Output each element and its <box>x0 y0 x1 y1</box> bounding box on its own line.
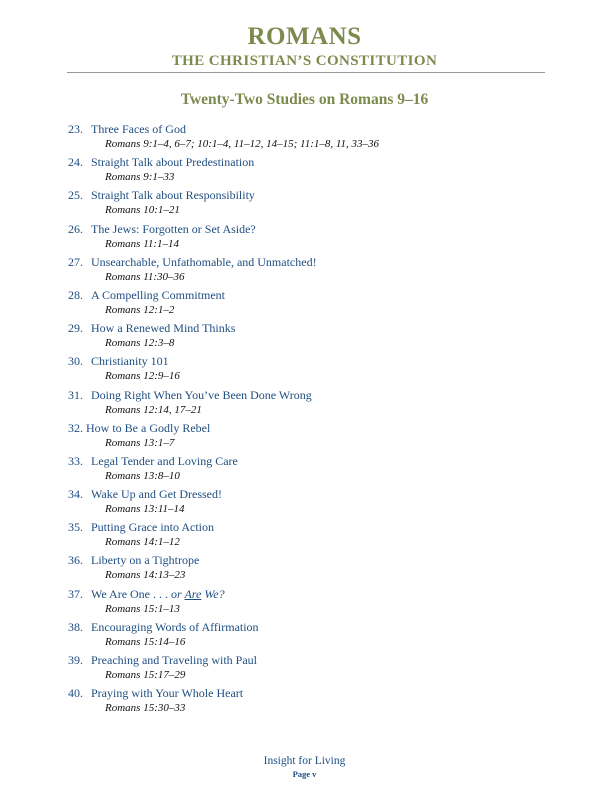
lesson-number: 31. <box>68 387 83 402</box>
toc-entry <box>68 255 548 288</box>
lesson-title: Liberty on a Tightrope <box>91 553 200 568</box>
page-subtitle: THE CHRISTIAN’S CONSTITUTION <box>171 53 438 69</box>
toc-entry <box>68 222 548 255</box>
toc-entry <box>68 122 548 155</box>
toc-entry <box>68 354 548 387</box>
lesson-number: 33. <box>68 453 83 468</box>
toc-entry-title-line[interactable] <box>68 653 548 668</box>
toc-entry-title-line[interactable] <box>68 587 548 602</box>
toc-entry-title-line[interactable] <box>68 454 548 469</box>
table-of-contents <box>68 122 548 719</box>
toc-entry <box>68 321 548 354</box>
toc-entry <box>68 421 548 454</box>
lesson-title: Putting Grace into Action <box>91 520 214 535</box>
lesson-scripture-ref: Romans 15:30–33 <box>105 702 186 715</box>
toc-entry <box>68 155 548 188</box>
section-heading: Twenty-Two Studies on Romans 9–16 <box>180 91 429 108</box>
footer-brand: Insight for Living <box>263 755 346 767</box>
lesson-number: 23. <box>68 122 83 136</box>
lesson-title-part: We Are One . . . <box>91 586 172 601</box>
lesson-scripture-ref: Romans 9:1–4, 6–7; 10:1–4, 11–12, 14–15; 11:1–8, 11, 33–36 <box>105 138 380 150</box>
lesson-scripture-ref: Romans 12:14, 17–21 <box>105 403 202 416</box>
lesson-scripture-ref: Romans 15:14–16 <box>105 635 186 648</box>
page-title: ROMANS <box>247 23 362 50</box>
lesson-number: 28. <box>68 287 83 302</box>
lesson-title-emphasis: Are <box>184 586 202 601</box>
lesson-scripture-ref: Romans 9:1–33 <box>105 171 175 184</box>
lesson-title <box>91 587 225 601</box>
lesson-number: 37. <box>68 586 83 601</box>
toc-entry <box>68 520 548 553</box>
lesson-title: Encouraging Words of Affirmation <box>91 619 259 634</box>
toc-entry-title-line[interactable] <box>68 155 548 170</box>
lesson-scripture-ref: Romans 15:17–29 <box>105 669 186 681</box>
toc-entry-title-line[interactable] <box>68 288 548 303</box>
toc-entry-title-line[interactable] <box>68 686 548 701</box>
toc-entry <box>68 686 548 719</box>
lesson-number: 36. <box>68 553 83 568</box>
toc-entry <box>68 288 548 321</box>
lesson-title: Straight Talk about Responsibility <box>91 188 255 203</box>
lesson-number: 27. <box>68 254 83 269</box>
lesson-scripture-ref: Romans 11:1–14 <box>105 237 180 250</box>
lesson-number: 39. <box>68 653 83 667</box>
toc-entry-title-line[interactable] <box>68 321 548 336</box>
lesson-number: 38. <box>68 619 83 634</box>
lesson-title: How to Be a Godly Rebel <box>86 420 211 435</box>
toc-entry <box>68 188 548 221</box>
lesson-title: Legal Tender and Loving Care <box>91 453 238 468</box>
lesson-number: 24. <box>68 155 83 170</box>
lesson-title: Preaching and Traveling with Paul <box>91 653 257 667</box>
header-divider <box>67 72 545 73</box>
toc-entry <box>68 487 548 520</box>
page-number: Page v <box>292 769 317 779</box>
toc-entry-title-line[interactable] <box>68 222 548 237</box>
lesson-title-italic: or <box>171 586 185 601</box>
lesson-scripture-ref: Romans 12:3–8 <box>105 337 175 350</box>
toc-entry-title-line[interactable] <box>68 620 548 635</box>
lesson-scripture-ref: Romans 14:1–12 <box>105 536 180 549</box>
lesson-title: Wake Up and Get Dressed! <box>91 487 222 502</box>
lesson-title: Doing Right When You’ve Been Done Wrong <box>91 387 312 402</box>
toc-entry <box>68 454 548 487</box>
lesson-scripture-ref: Romans 15:1–13 <box>105 602 180 615</box>
lesson-scripture-ref: Romans 13:11–14 <box>105 503 185 516</box>
lesson-title: Christianity 101 <box>91 354 169 369</box>
lesson-title: A Compelling Commitment <box>91 287 226 302</box>
toc-entry <box>68 653 548 686</box>
page-footer <box>0 754 609 780</box>
lesson-number: 35. <box>68 520 83 535</box>
toc-entry <box>68 620 548 653</box>
toc-entry <box>68 553 548 586</box>
toc-entry-title-line[interactable] <box>68 520 548 535</box>
lesson-title: Straight Talk about Predestination <box>91 155 255 170</box>
lesson-title: Praying with Your Whole Heart <box>91 686 244 701</box>
page-header <box>0 22 609 70</box>
lesson-title: The Jews: Forgotten or Set Aside? <box>91 221 256 236</box>
lesson-number: 34. <box>68 487 83 502</box>
toc-entry <box>68 587 548 620</box>
toc-entry-title-line[interactable] <box>68 487 548 502</box>
lesson-number: 29. <box>68 321 83 336</box>
lesson-scripture-ref: Romans 12:1–2 <box>105 303 175 316</box>
toc-entry <box>68 388 548 421</box>
toc-entry-title-line[interactable] <box>68 553 548 568</box>
lesson-scripture-ref: Romans 12:9–16 <box>105 370 180 383</box>
lesson-title: Unsearchable, Unfathomable, and Unmatched! <box>91 254 317 269</box>
lesson-number: 25. <box>68 188 83 203</box>
lesson-title: How a Renewed Mind Thinks <box>91 321 236 336</box>
lesson-number: 40. <box>68 686 83 701</box>
lesson-number: 26. <box>68 221 83 236</box>
lesson-number: 30. <box>68 354 83 369</box>
toc-entry-title-line[interactable] <box>68 421 548 436</box>
lesson-scripture-ref: Romans 14:13–23 <box>105 569 186 582</box>
toc-entry-title-line[interactable] <box>68 188 548 203</box>
lesson-title-italic: We? <box>201 586 225 601</box>
lesson-scripture-ref: Romans 11:30–36 <box>105 270 185 283</box>
toc-entry-title-line[interactable] <box>68 388 548 403</box>
lesson-scripture-ref: Romans 13:8–10 <box>105 469 180 482</box>
lesson-scripture-ref: Romans 10:1–21 <box>105 204 180 217</box>
lesson-number: 32. <box>68 420 83 435</box>
toc-entry-title-line[interactable] <box>68 122 548 137</box>
toc-entry-title-line[interactable] <box>68 255 548 270</box>
lesson-scripture-ref: Romans 13:1–7 <box>105 436 175 449</box>
lesson-title: Three Faces of God <box>91 122 186 136</box>
toc-entry-title-line[interactable] <box>68 354 548 369</box>
